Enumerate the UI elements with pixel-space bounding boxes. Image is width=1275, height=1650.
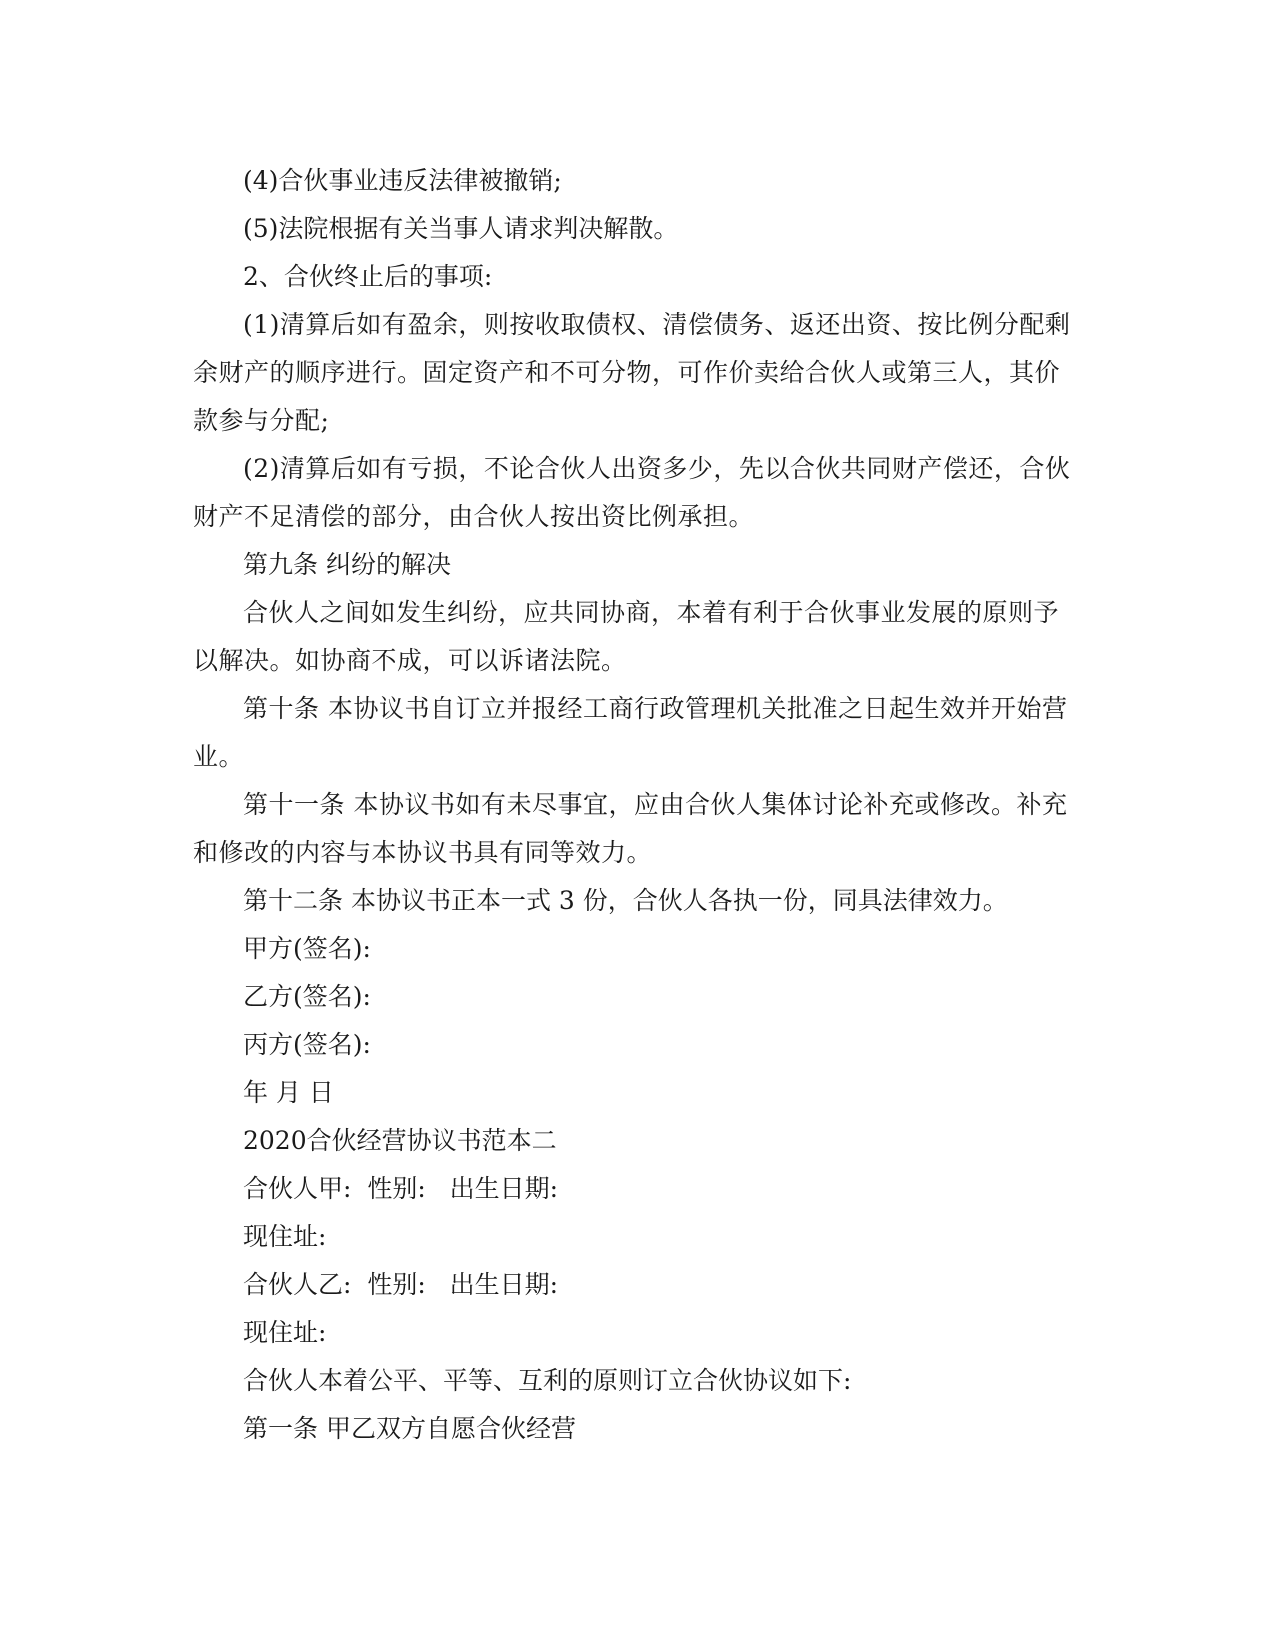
signature-party-c: 丙方(签名):	[243, 1030, 371, 1059]
sample-two-title: 2020合伙经营协议书范本二	[243, 1126, 557, 1155]
signature-party-a: 甲方(签名):	[243, 934, 371, 963]
agreement-preamble: 合伙人本着公平、平等、互利的原则订立合伙协议如下:	[243, 1366, 852, 1395]
signature-date: 年 月 日	[243, 1078, 334, 1107]
signature-party-b: 乙方(签名):	[243, 982, 371, 1011]
partner-b-info: 合伙人乙: 性别: 出生日期:	[243, 1270, 559, 1299]
paragraph-dissolution-item-5: (5)法院根据有关当事人请求判决解散。	[243, 214, 679, 243]
article-9-heading: 第九条 纠纷的解决	[243, 550, 451, 579]
paragraph-loss-clause: (2)清算后如有亏损，不论合伙人出资多少，先以合伙共同财产偿还，合伙财产不足清偿的部分，由合伙人按出资比例承担。	[193, 454, 1071, 531]
paragraph-surplus-clause: (1)清算后如有盈余，则按收取债权、清偿债务、返还出资、按比例分配剩余财产的顺序进行。固定资产和不可分物，可作价卖给合伙人或第三人，其价款参与分配;	[193, 310, 1071, 435]
article-10: 第十条 本协议书自订立并报经工商行政管理机关批准之日起生效并开始营业。	[193, 694, 1068, 771]
paragraph-after-termination-heading: 2、合伙终止后的事项:	[243, 262, 493, 291]
partner-a-info: 合伙人甲: 性别: 出生日期:	[243, 1174, 559, 1203]
article-1: 第一条 甲乙双方自愿合伙经营	[243, 1414, 576, 1443]
paragraph-dissolution-item-4: (4)合伙事业违反法律被撤销;	[243, 166, 562, 195]
partner-b-address: 现住址:	[243, 1318, 327, 1347]
article-11: 第十一条 本协议书如有未尽事宜，应由合伙人集体讨论补充或修改。补充和修改的内容与本协议书具有同等效力。	[193, 790, 1068, 867]
document-body	[193, 157, 1083, 1453]
paragraph-dispute-resolution: 合伙人之间如发生纠纷，应共同协商，本着有利于合伙事业发展的原则予以解决。如协商不成，可以诉诸法院。	[193, 598, 1060, 675]
partner-a-address: 现住址:	[243, 1222, 327, 1251]
article-12: 第十二条 本协议书正本一式 3 份，合伙人各执一份，同具法律效力。	[243, 886, 1008, 915]
